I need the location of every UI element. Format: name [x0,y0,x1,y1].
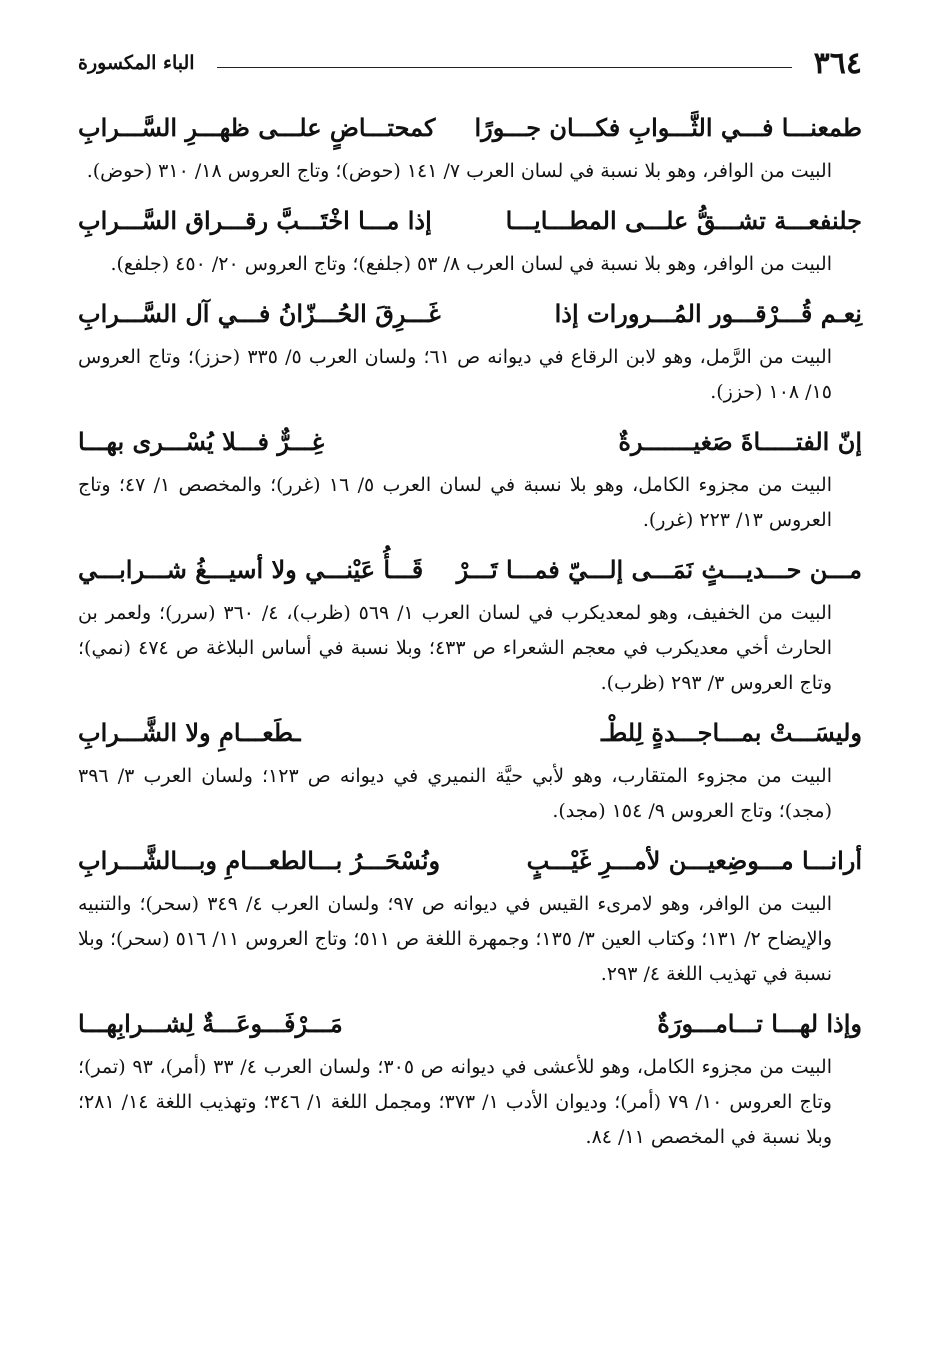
verse-line [78,108,862,154]
verse-note: البيت من الوافر، وهو بلا نسبة في لسان العرب ٧/ ١٤١ (حوض)؛ وتاج العروس ١٨/ ٣١٠ (حوض). [86,160,832,182]
verse-entry [78,108,862,189]
first-hemistich: إنّ الفتـــــاةَ صَغيـــــــرةٌ [618,427,862,456]
section-title: الباء المكسورة [78,52,195,74]
first-hemistich: وليسَـــتْ بمـــاجـــدةٍ لِلطْـ [601,718,862,747]
verse-entry [78,201,862,282]
verse-note: البيت من الخفيف، وهو لمعديكرب في لسان العرب ١/ ٥٦٩ (ظرب)، ٤/ ٣٦٠ (سرر)؛ ولعمر بن الحارث أخي معديكرب في معجم الشعراء ص ٤٣٣؛ وبلا نسبة في أساس البلاغة ص ٤٧٤ (نمي)؛ وتاج العروس ٣/ ٢٩٣ (ظرب). [78,602,833,694]
second-hemistich: ونُسْحَـــرُ بـــالطعـــامِ وبـــالشَّـــرابِ [78,846,441,875]
first-hemistich: نِعـم قُـــرْقـــور المُـــرورات إذا [554,299,862,328]
verse-line [78,1004,862,1050]
verse-note: البيت من الرَّمل، وهو لابن الرقاع في ديوانه ص ٦١؛ ولسان العرب ٥/ ٣٣٥ (حزز)؛ وتاج العروس ١٥/ ١٠٨ (حزز). [78,346,832,403]
verse-line [78,713,862,759]
first-hemistich: جلنفعـــة تشـــقُّ علـــى المطـــايـــا [505,206,862,235]
second-hemistich: غِـــرٌّ فـــلا يُسْـــرى بهـــا [78,427,325,456]
verse-entry [78,294,862,410]
verse-line [78,841,862,887]
verse-entry [78,841,862,992]
verse-note: البيت من مجزوء الكامل، وهو للأعشى في ديوانه ص ٣٠٥؛ ولسان العرب ٤/ ٣٣ (أمر)، ٩٣ (تمر)؛ وتاج العروس ١٠/ ٧٩ (أمر)؛ وديوان الأدب ١/ ٣٧٣؛ ومجمل اللغة ١/ ٣٤٦؛ وتهذيب اللغة ١٤/ ٢٨١؛ وبلا نسبة في المخصص ١١/ ٨٤. [78,1056,832,1148]
second-hemistich: كمحتـــاضٍ علـــى ظهـــرِ السَّـــرابِ [78,113,436,142]
first-hemistich: وإذا لهـــا تـــامـــورَةٌ [657,1009,862,1038]
second-hemistich: غَـــرِقَ الحُـــزّانُ فـــي آل السَّـــرابِ [78,299,441,328]
second-hemistich: ـطَعـــامِ ولا الشَّـــرابِ [78,718,301,747]
verse-entry [78,713,862,829]
verse-line [78,550,862,596]
second-hemistich: إذا مـــا اخْتَـــبَّ رقـــراق السَّـــرابِ [78,206,432,235]
verse-note: البيت من مجزوء الكامل، وهو بلا نسبة في لسان العرب ٥/ ١٦ (غرر)؛ والمخصص ١/ ٤٧؛ وتاج العروس ١٣/ ٢٢٣ (غرر). [78,474,832,531]
verse-line [78,201,862,247]
verse-entry [78,422,862,538]
first-hemistich: مـــن حـــديـــثٍ نَمَـــى إلـــيّ فمـــا تَـــرْ [456,555,862,584]
running-head [78,36,862,86]
second-hemistich: قَـــأُ عَيْنـــي ولا أسيـــغُ شـــرابـــي [78,555,424,584]
verse-entry [78,1004,862,1155]
verse-note: البيت من الوافر، وهو لامرىء القيس في ديوانه ص ٩٧؛ ولسان العرب ٤/ ٣٤٩ (سحر)؛ والتنبيه والإيضاح ٢/ ١٣١؛ وكتاب العين ٣/ ١٣٥؛ وجمهرة اللغة ص ٥١١؛ وتاج العروس ١١/ ٥١٦ (سحر)؛ وبلا نسبة في تهذيب اللغة ٤/ ٢٩٣. [78,893,833,985]
verse-line [78,294,862,340]
verse-entry [78,550,862,701]
second-hemistich: مَـــرْفَـــوعَـــةٌ لِشـــرابِهـــا [78,1009,343,1038]
verse-note: البيت من مجزوء المتقارب، وهو لأبي حيَّة النميري في ديوانه ص ١٢٣؛ ولسان العرب ٣/ ٣٩٦ (مجد)؛ وتاج العروس ٩/ ١٥٤ (مجد). [78,765,832,822]
verse-line [78,422,862,468]
page-number: ٣٦٤ [813,45,862,81]
header-rule [217,67,792,68]
verse-note: البيت من الوافر، وهو بلا نسبة في لسان العرب ٨/ ٥٣ (جلفع)؛ وتاج العروس ٢٠/ ٤٥٠ (جلفع). [110,253,832,275]
first-hemistich: أرانـــا مـــوضِعيـــن لأمـــرِ غَيْـــبٍ [526,846,862,875]
first-hemistich: طمعنـــا فـــي الثَّـــوابِ فكـــان جـــورًا [474,113,862,142]
